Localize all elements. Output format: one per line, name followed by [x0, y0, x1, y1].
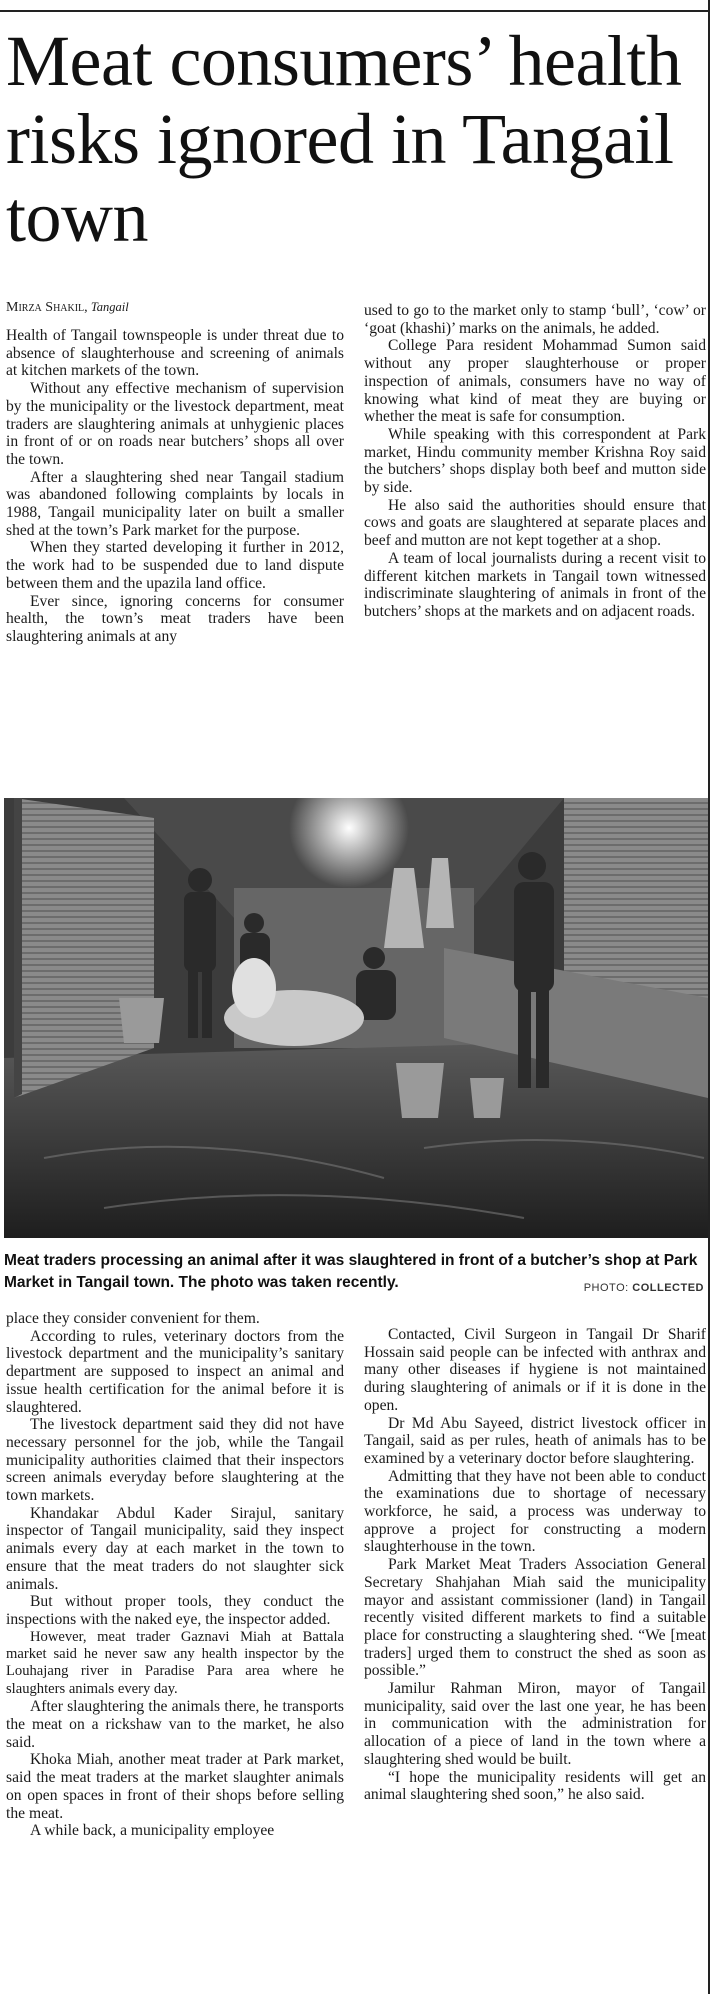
paragraph: Jamilur Rahman Miron, mayor of Tangail municipality, said over the last one year, he has been in communication with the administration for allocation of a piece of land in the town where a slaughtering shed would be built. — [364, 1680, 706, 1768]
paragraph: place they consider convenient for them. — [6, 1310, 260, 1327]
paragraph: According to rules, veterinary doctors from the livestock department and the municipality’s sanitary department are supposed to inspect an animal and issue health certification for the animal before it is slaughtered. — [6, 1327, 344, 1416]
article-column-2 — [364, 302, 706, 621]
paragraph: The livestock department said they did not have necessary personnel for the job, while the Tangail municipality authorities claimed that their inspectors screen animals everyday before slaughtering at the town markets. — [6, 1416, 344, 1505]
market-scene-image — [4, 798, 708, 1238]
photo-caption: Meat traders processing an animal after it was slaughtered in front of a butcher’s shop at Park Market in Tangail town. The photo was taken recently. — [4, 1252, 698, 1291]
paragraph: Without any effective mechanism of supervision by the municipality or the livestock department, meat traders are slaughtering animals at unhygienic places in front of or on roads near butchers’ shops all over the town. — [6, 380, 344, 468]
byline — [6, 298, 344, 317]
paragraph: Khoka Miah, another meat trader at Park market, said the meat traders at the market slaughter animals on open spaces in front of their shops before selling the meat. — [6, 1751, 344, 1822]
paragraph: used to go to the market only to stamp ‘bull’, ‘cow’ or ‘goat (khashi)’ marks on the animals, he added. — [364, 302, 706, 337]
photo-credit-label: PHOTO: — [583, 1282, 629, 1294]
photo-credit — [584, 1282, 704, 1294]
article-column-1 — [6, 298, 344, 646]
paragraph: But without proper tools, they conduct the inspections with the naked eye, the inspector added. — [6, 1593, 344, 1628]
paragraph: While speaking with this correspondent at Park market, Hindu community member Krishna Roy said the butchers’ shops display both beef and mutton side by side. — [364, 425, 706, 497]
article-column-4 — [364, 1326, 706, 1804]
paragraph: Dr Md Abu Sayeed, district livestock officer in Tangail, said as per rules, heath of animals has to be examined by a veterinary doctor before slaughtering. — [364, 1414, 706, 1467]
article-column-3 — [6, 1310, 344, 1840]
paragraph: However, meat trader Gaznavi Miah at Battala market said he never saw any health inspector by the Louhajang river in Paradise Para area where he slaughters animals every day. — [6, 1628, 344, 1697]
paragraph: Khandakar Abdul Kader Sirajul, sanitary inspector of Tangail municipality, said they inspect animals every day at each market in the town to ensure that the meat traders do not slaughter sick animals. — [6, 1504, 344, 1593]
paragraph: A team of local journalists during a recent visit to different kitchen markets in Tangail town witnessed indiscriminate slaughtering of animals in front of the butchers’ shops at the markets and on adjacent roads. — [364, 549, 706, 620]
paragraph: After slaughtering the animals there, he transports the meat on a rickshaw van to the market, he also said. — [6, 1698, 344, 1751]
paragraph: Health of Tangail townspeople is under threat due to absence of slaughterhouse and screening of animals at kitchen markets of the town. — [6, 327, 344, 380]
byline-place: Tangail — [90, 300, 129, 314]
paragraph: Admitting that they have not been able to conduct the examinations due to shortage of necessary workforce, he said, a process was underway to approve a project for constructing a modern slaughterhouse in the town. — [364, 1467, 706, 1556]
byline-author: Mirza Shakil, — [6, 300, 88, 315]
paragraph: A while back, a municipality employee — [30, 1822, 275, 1840]
top-rule — [0, 10, 708, 12]
headline: Meat consumers’ health risks ignored in Tangail town — [6, 21, 682, 257]
paragraph: “I hope the municipality residents will get an animal slaughtering shed soon,” he also said. — [364, 1768, 706, 1804]
paragraph: He also said the authorities should ensure that cows and goats are slaughtered at separate places and beef and mutton are not kept together at a shop. — [364, 496, 706, 550]
paragraph: Contacted, Civil Surgeon in Tangail Dr Sharif Hossain said people can be infected with anthrax and many other diseases if hygiene is not maintained during slaughtering of animals or if it is done in the open. — [364, 1326, 706, 1414]
right-border-rule — [708, 0, 710, 1994]
market-photo — [4, 798, 708, 1238]
paragraph: Park Market Meat Traders Association General Secretary Shahjahan Miah said the municipality mayor and assistant commissioner (land) in Tangail recently visited different markets to find a suitable place for constructing a slaughtering shed. “We [meat traders] urged them to construct the shed as soon as possible.” — [364, 1556, 706, 1680]
paragraph: College Para resident Mohammad Sumon said without any proper slaughterhouse or proper inspection of animals, consumers have no way of knowing what kind of meat they are buying or whether the meat is safe for consumption. — [364, 337, 706, 426]
paragraph: Ever since, ignoring concerns for consumer health, the town’s meat traders have been slaughtering animals at any — [6, 592, 344, 645]
photo-credit-source: COLLECTED — [632, 1282, 704, 1294]
paragraph: After a slaughtering shed near Tangail stadium was abandoned following complaints by locals in 1988, Tangail municipality later on built a smaller shed at the town’s Park market for the purpose. — [6, 468, 344, 539]
paragraph: When they started developing it further in 2012, the work had to be suspended due to land dispute between them and the upazila land office. — [6, 539, 344, 592]
